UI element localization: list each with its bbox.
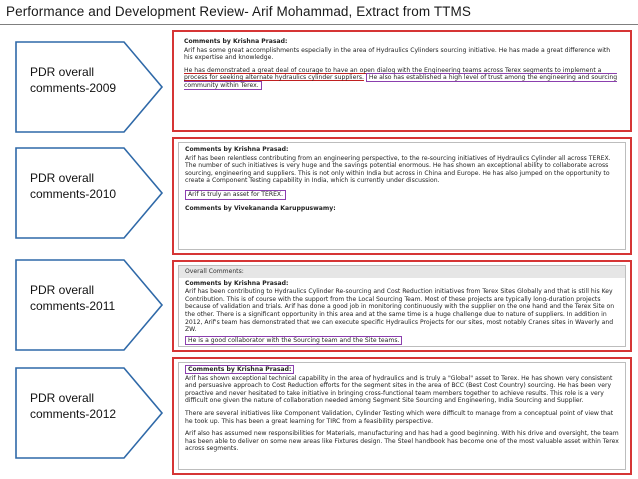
pdr-arrow-2012 <box>14 366 164 460</box>
comment-paragraph: Arif has been contributing to Hydraulics Cylinder Re-sourcing and Cost Reduction initiatives from Terex Sites Globally and that is still his Key Contribution. This is of course with the support from the Local Sourcing Team. Most of these projects are typically long-duration projects because of validation and trials. Arif has done a good job in monitoring continuously with the supplier on the one hand and the Terex Site on the other. There is a significant opportunity in this area and at the same time is a huge challenge due to nature of suppliers. In addition in 2012, Arif's team has demonstrated that we can execute specific Hydraulics Projects for our sites, most notably Cranes sites in Waverly and ZW. <box>185 288 615 334</box>
comment-paragraph: Arif has shown exceptional technical capability in the area of hydraulics and is truly a "Global" asset to Terex. He has shown very consistent and persuasive approach to Cost Reduction efforts for the segment sites in the area of BCC (Best Cost Country) sourcing. He has been very proactive and never hesitated to take initiative in bringing cross-functional team members together to achieve results. This role is a very difficult one given the nature of collaboration needed among Segment Site Sourcing and Engineering, India Sourcing and Supplier. <box>185 374 613 405</box>
pdr-arrow-2009 <box>14 40 164 134</box>
pdr-label-2012: PDR overall comments-2012 <box>30 391 117 421</box>
pdr-label-2010: PDR overall comments-2010 <box>30 171 117 201</box>
comment-paragraph: Arif also has assumed new responsibilities for Materials, manufacturing and has had a good beginning. With his drive and oversight, the team has been able to deliver on some new areas like Fixtures design. The Steel handbook has become one of the most valuable asset within Terex across segments. <box>185 430 619 453</box>
highlighted-comment: He is a good collaborator with the Sourcing team and the Site teams. <box>185 336 402 346</box>
title-divider <box>0 24 638 25</box>
comment-panel-2010 <box>172 137 632 255</box>
highlighted-comment: Arif is truly an asset for TEREX. <box>185 190 286 200</box>
comment-panel-2011 <box>172 260 632 352</box>
comment-author: Comments by Krishna Prasad: <box>185 146 289 153</box>
comment-paragraph: He has demonstrated a great deal of courage to have an open dialog with the Engineering teams across Terex segments to implement a process for seeking alternate hydraulics cylinder suppliers. <box>184 66 602 82</box>
comment-paragraph: There are several initiatives like Component Validation, Cylinder Testing which were difficult to manage from a conceptual point of view that he took up. This has been a great learning for TIRC from a feasibility perspective. <box>185 409 614 425</box>
comment-panel-2009 <box>172 30 632 132</box>
pdr-arrow-2011 <box>14 258 164 352</box>
comment-panel-2012 <box>172 357 632 475</box>
comment-author: Comments by Krishna Prasad: <box>184 38 288 45</box>
pdr-arrow-2010 <box>14 146 164 240</box>
comment-author: Comments by Vivekananda Karuppuswamy: <box>185 204 336 212</box>
highlighted-comment: He also has established a high level of trust among the engineering and sourcing community within Terex. <box>184 74 618 89</box>
comment-paragraph: Arif has been relentless contributing from an engineering perspective, to the re-sourcing initiatives of Hydraulics Cylinder all across TEREX. The number of such initiatives is very huge and the savings potential enormous. He has shown an exceptional ability to collaborate across sourcing, engineering and suppliers. This is not only within India but across in China and Europe. He has also jumped on the opportunity to create a Component Testing capability in India, which is currently under discussion. <box>185 154 611 185</box>
pdr-label-2009: PDR overall comments-2009 <box>30 65 117 95</box>
comment-paragraph: Arif has some great accomplishments especially in the area of Hydraulics Cylinders sourcing initiative. He has made a great difference with his expertise and knowledge. <box>184 46 611 62</box>
page-title: Performance and Development Review- Arif Mohammad, Extract from TTMS <box>6 4 471 19</box>
comment-author: Comments by Krishna Prasad: <box>185 279 289 287</box>
overall-comments-header: Overall Comments: <box>179 266 625 278</box>
pdr-label-2011: PDR overall comments-2011 <box>30 283 116 313</box>
comment-author: Comments by Krishna Prasad: <box>185 365 294 374</box>
